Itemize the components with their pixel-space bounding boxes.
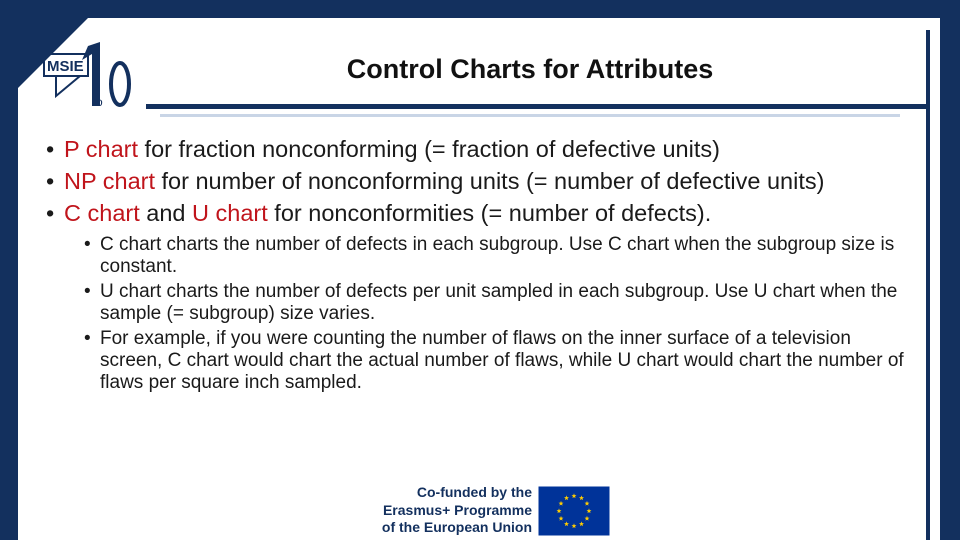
bullet-text: for number of nonconforming units (= number of defective units) (155, 168, 825, 194)
footer-line: of the European Union (381, 519, 532, 535)
bullet-text: for nonconformities (= number of defects). (267, 200, 712, 226)
bullet-dot: • (46, 168, 55, 194)
logo-dot: o (96, 95, 103, 109)
bullet-p-chart (46, 136, 906, 163)
bullet-dot: • (46, 200, 55, 226)
erasmus-cofunding-text (372, 484, 532, 537)
msie-logo (42, 40, 142, 112)
term-u-chart: U chart (192, 200, 268, 226)
sub-bullet-text: U chart charts the number of defects per unit sampled in each subgroup. Use U chart when the sample (= subgroup) size varies. (100, 281, 898, 324)
sub-bullet-text: C chart charts the number of defects in each subgroup. Use C chart when the subgroup size is constant. (100, 234, 895, 277)
term-p-chart: P chart (64, 136, 139, 162)
bullet-dot: • (84, 234, 91, 255)
title-underline (146, 104, 926, 109)
logo-arrow (56, 76, 80, 96)
content-body (46, 136, 906, 394)
bullet-text: and (139, 200, 193, 226)
footer-line: Erasmus+ Programme (382, 501, 532, 518)
bullet-dot: • (84, 328, 91, 349)
sub-bullet (84, 328, 906, 394)
logo-zero (111, 63, 129, 105)
term-c-chart: C chart (64, 200, 140, 226)
bullet-c-u-chart (46, 200, 906, 227)
sub-bullet-text: For example, if you were counting the number of flaws on the inner surface of a television screen, C chart would chart the actual number of flaws, while U chart would chart the number of flaws per square inch sampled. (100, 328, 904, 393)
sub-bullet-list (84, 234, 906, 394)
bullet-text: for fraction nonconforming (= fraction of defective units) (138, 136, 720, 162)
title-underline-shadow (160, 114, 900, 117)
bullet-dot: • (84, 281, 91, 302)
frame-line (926, 30, 930, 540)
bullet-np-chart (46, 168, 906, 195)
sub-bullet (84, 234, 906, 278)
footer-line: Co-funded by the (416, 484, 532, 500)
page-title: Control Charts for Attributes (346, 54, 714, 84)
logo-letters: MSIE (47, 58, 84, 75)
sub-bullet (84, 281, 906, 325)
term-np-chart: NP chart (64, 168, 155, 194)
bullet-dot: • (46, 136, 55, 162)
eu-flag-icon (538, 486, 610, 536)
